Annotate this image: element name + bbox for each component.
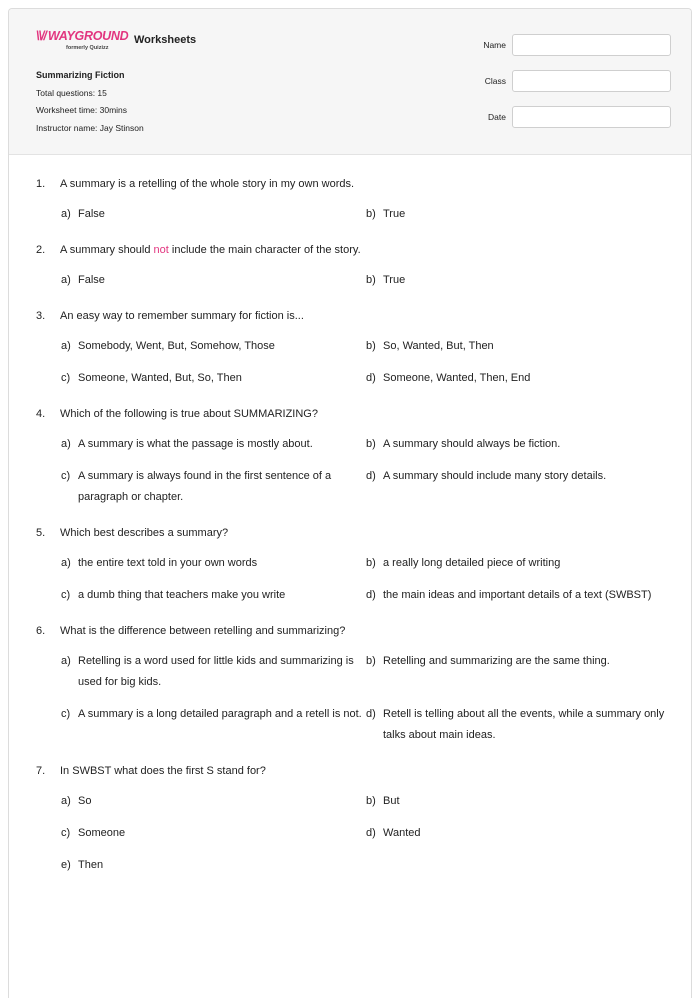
question-text-pre: What is the difference between retelling and summarizing?: [60, 625, 346, 637]
answer-option[interactable]: [366, 270, 666, 291]
option-text: False: [78, 274, 105, 286]
question-text: [60, 526, 228, 540]
question-stem: [9, 309, 691, 323]
question-number: 5.: [36, 527, 46, 539]
option-letter: b): [366, 438, 376, 450]
question-number: 4.: [36, 408, 46, 420]
option-letter: b): [366, 655, 376, 667]
answer-option[interactable]: [366, 368, 666, 389]
question-stem: [9, 177, 691, 191]
worksheet-time: Worksheet time: 30mins: [36, 105, 128, 115]
option-text: Someone, Wanted, But, So, Then: [78, 372, 242, 384]
option-text: a really long detailed piece of writing: [383, 557, 561, 569]
answer-option[interactable]: [366, 553, 666, 574]
option-text: Retelling is a word used for little kids and summarizing is used for big kids.: [78, 655, 354, 688]
option-text: Retell is telling about all the events, while a summary only talks about main ideas.: [383, 708, 665, 741]
option-letter: b): [366, 340, 376, 352]
option-letter: a): [61, 438, 71, 450]
answer-option[interactable]: [61, 336, 366, 357]
name-label: Name: [483, 40, 506, 50]
option-letter: d): [366, 827, 376, 839]
answer-option[interactable]: [366, 791, 666, 812]
option-text: Retelling and summarizing are the same thing.: [383, 655, 610, 667]
question-text-pre: An easy way to remember summary for fiction is...: [60, 310, 304, 322]
option-letter: a): [61, 795, 71, 807]
option-letter: a): [61, 208, 71, 220]
answer-option[interactable]: [61, 585, 366, 606]
question-2: [9, 243, 691, 291]
answer-option[interactable]: [366, 434, 666, 455]
question-text-pre: A summary is a retelling of the whole story in my own words.: [60, 178, 355, 190]
option-letter: a): [61, 557, 71, 569]
question-number: 2.: [36, 244, 46, 256]
option-letter: d): [366, 708, 376, 720]
option-letter: d): [366, 470, 376, 482]
option-letter: a): [61, 340, 71, 352]
option-letter: d): [366, 589, 376, 601]
logo-subtitle: formerly Quizizz: [66, 45, 109, 51]
question-text: [60, 177, 354, 191]
class-label: Class: [484, 76, 506, 86]
answer-options: [9, 651, 691, 746]
name-field[interactable]: [512, 34, 671, 56]
answer-option[interactable]: [61, 270, 366, 291]
worksheet-title: Summarizing Fiction: [36, 70, 125, 80]
class-field[interactable]: [512, 70, 671, 92]
question-list: [9, 155, 691, 876]
question-stem: [9, 407, 691, 421]
answer-option[interactable]: [366, 585, 666, 606]
question-stem: [9, 243, 691, 257]
question-text: [60, 407, 318, 421]
answer-options: [9, 434, 691, 508]
question-5: [9, 526, 691, 606]
question-7: [9, 764, 691, 876]
option-letter: b): [366, 795, 376, 807]
option-text: A summary should always be fiction.: [383, 438, 561, 450]
option-letter: a): [61, 655, 71, 667]
answer-options: [9, 791, 691, 876]
option-text: Someone, Wanted, Then, End: [383, 372, 531, 384]
option-text: Wanted: [383, 827, 421, 839]
question-text: [60, 764, 266, 778]
answer-options: [9, 270, 691, 291]
worksheet: [8, 8, 692, 998]
option-text: True: [383, 208, 406, 220]
option-text: Someone: [78, 827, 126, 839]
answer-option[interactable]: [366, 336, 666, 357]
question-text-pre: In SWBST what does the first S stand for?: [60, 765, 266, 777]
question-1: [9, 177, 691, 225]
option-letter: c): [61, 589, 71, 601]
answer-option[interactable]: [61, 704, 366, 746]
option-text: True: [383, 274, 406, 286]
worksheet-meta: [36, 67, 144, 137]
option-text: the main ideas and important details of a text (SWBST): [383, 589, 652, 601]
answer-option[interactable]: [366, 823, 666, 844]
answer-option[interactable]: [61, 651, 366, 693]
question-number: 1.: [36, 178, 46, 190]
answer-option[interactable]: [61, 823, 366, 844]
option-text: A summary should include many story details.: [383, 470, 607, 482]
option-text: False: [78, 208, 105, 220]
question-4: [9, 407, 691, 508]
question-text-pre: A summary should: [60, 244, 154, 256]
wayground-logo: \\// WAYGROUND formerly Quizizz: [36, 29, 129, 51]
answer-option[interactable]: [366, 204, 666, 225]
option-letter: b): [366, 208, 376, 220]
answer-option[interactable]: [61, 553, 366, 574]
student-fields: [469, 34, 671, 142]
answer-option[interactable]: [61, 855, 366, 876]
option-letter: c): [61, 470, 71, 482]
question-number: 6.: [36, 625, 46, 637]
instructor-name: Instructor name: Jay Stinson: [36, 122, 144, 133]
option-letter: b): [366, 274, 376, 286]
option-letter: a): [61, 274, 71, 286]
question-text: [60, 309, 304, 323]
question-text: [60, 243, 361, 257]
answer-option[interactable]: [366, 651, 666, 693]
option-text: a dumb thing that teachers make you write: [78, 589, 286, 601]
date-field[interactable]: [512, 106, 671, 128]
brand: [36, 29, 196, 59]
worksheet-header: [9, 9, 691, 155]
question-text-pre: Which best describes a summary?: [60, 527, 229, 539]
question-text-accent: not: [153, 244, 169, 256]
option-text: Then: [78, 859, 104, 871]
date-label: Date: [488, 112, 506, 122]
question-3: [9, 309, 691, 389]
option-text: So: [78, 795, 92, 807]
answer-option[interactable]: [366, 704, 666, 746]
option-text: Somebody, Went, But, Somehow, Those: [78, 340, 275, 352]
option-text: the entire text told in your own words: [78, 557, 258, 569]
answer-option[interactable]: [61, 466, 366, 508]
option-text: A summary is always found in the first sentence of a paragraph or chapter.: [78, 470, 332, 503]
question-stem: [9, 624, 691, 638]
question-6: [9, 624, 691, 746]
option-letter: b): [366, 557, 376, 569]
option-letter: e): [61, 859, 71, 871]
option-text: A summary is a long detailed paragraph and a retell is not.: [78, 708, 362, 720]
brand-title: Worksheets: [134, 34, 197, 46]
option-text: But: [383, 795, 400, 807]
answer-option[interactable]: [61, 791, 366, 812]
total-questions: Total questions: 15: [36, 87, 107, 98]
option-text: A summary is what the passage is mostly about.: [78, 438, 313, 450]
question-text-pre: Which of the following is true about SUMMARIZING?: [60, 408, 318, 420]
answer-options: [9, 204, 691, 225]
question-number: 3.: [36, 310, 46, 322]
answer-option[interactable]: [61, 368, 366, 389]
option-text: So, Wanted, But, Then: [383, 340, 494, 352]
answer-option[interactable]: [366, 466, 666, 508]
answer-options: [9, 553, 691, 606]
option-letter: d): [366, 372, 376, 384]
option-letter: c): [61, 708, 71, 720]
question-text-post: include the main character of the story.: [168, 244, 361, 256]
question-stem: [9, 526, 691, 540]
option-letter: c): [61, 827, 71, 839]
question-text: [60, 624, 345, 638]
question-number: 7.: [36, 765, 46, 777]
answer-options: [9, 336, 691, 389]
answer-option[interactable]: [61, 434, 366, 455]
question-stem: [9, 764, 691, 778]
option-letter: c): [61, 372, 71, 384]
answer-option[interactable]: [61, 204, 366, 225]
